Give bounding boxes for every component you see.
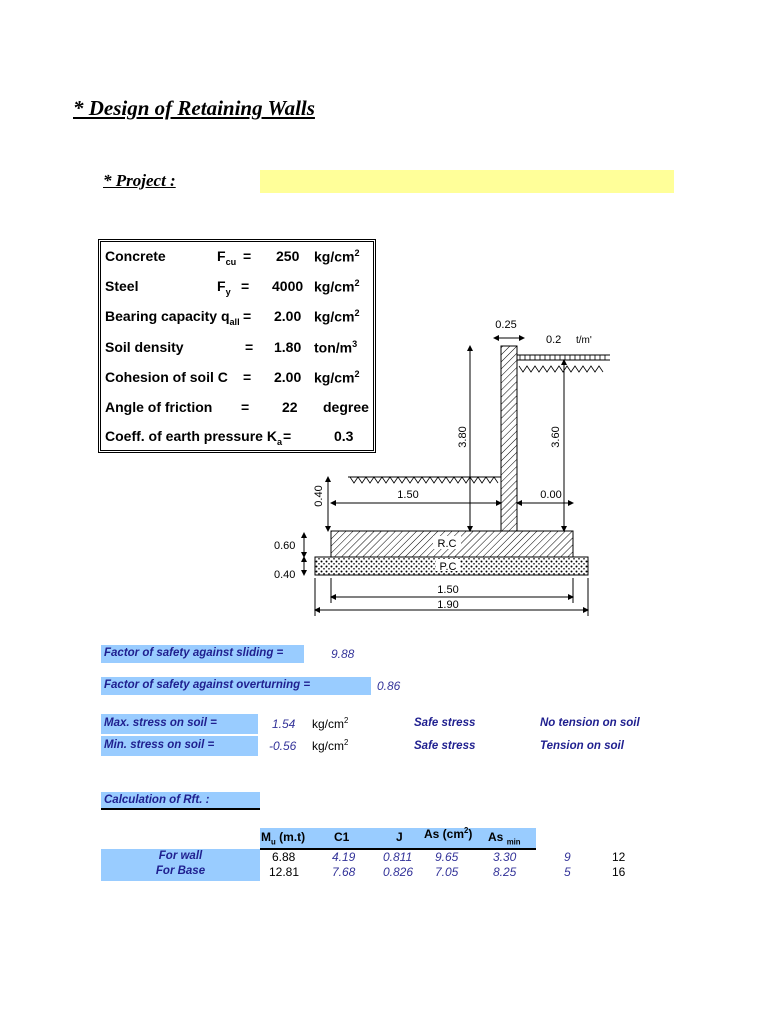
header-c1: C1 xyxy=(334,830,350,844)
dim-rc-width: 1.50 xyxy=(437,584,459,596)
rft-as: 9.65 xyxy=(435,850,459,864)
dim-toe: 1.50 xyxy=(397,489,419,501)
property-value: 22 xyxy=(282,399,298,415)
property-value: 250 xyxy=(276,248,300,264)
header-as: As $(cm^2)$ xyxy=(424,826,473,841)
dim-height-back: 3.60 xyxy=(550,426,562,448)
property-unit: $kg/cm^2$ xyxy=(314,248,360,265)
rft-as: 7.05 xyxy=(435,865,459,879)
rft-mu: 12.81 xyxy=(269,865,300,879)
property-name: Angle of friction xyxy=(105,399,213,415)
property-eq: = xyxy=(243,369,252,385)
surcharge-load xyxy=(520,355,605,360)
rft-diameter: 12 xyxy=(612,850,626,864)
property-value: 2.00 xyxy=(274,308,302,324)
min-stress-status: Safe stress xyxy=(414,740,476,752)
rft-j: 0.826 xyxy=(383,865,414,879)
property-eq: = xyxy=(245,339,254,355)
property-unit: $kg/cm^2$ xyxy=(314,278,360,295)
project-label: * Project : xyxy=(103,171,176,190)
rft-c1: 7.68 xyxy=(332,865,356,879)
rft-title: Calculation of Rft. : xyxy=(101,792,260,810)
wall-stem xyxy=(501,346,517,531)
property-name: Soil density xyxy=(105,339,184,355)
dim-soil-front: 0.40 xyxy=(313,485,325,507)
min-stress-unit: $kg/cm^2$ xyxy=(312,738,349,753)
property-eq: = xyxy=(283,428,292,444)
property-name: Coeff. of earth pressure $K_a$ xyxy=(105,428,282,447)
max-stress-value: 1.54 xyxy=(272,717,296,731)
property-eq: = xyxy=(243,308,252,324)
property-value: 4000 xyxy=(272,278,304,294)
property-value: 1.80 xyxy=(274,339,302,355)
max-stress-unit: $kg/cm^2$ xyxy=(312,716,349,731)
rft-asmin: 3.30 xyxy=(493,850,517,864)
rft-mu: 6.88 xyxy=(272,850,296,864)
min-stress-value: -0.56 xyxy=(269,739,297,753)
rft-asmin: 8.25 xyxy=(493,865,517,879)
property-name: Concrete xyxy=(105,248,166,264)
dim-pc-thickness: 0.40 xyxy=(274,569,296,581)
property-eq: = xyxy=(243,248,252,264)
dim-heel: 0.00 xyxy=(540,489,562,501)
back-soil-hatch xyxy=(519,366,603,372)
rft-diameter: 16 xyxy=(612,865,626,879)
dim-pc-width: 1.90 xyxy=(437,599,459,611)
dim-height-total: 3.80 xyxy=(457,426,469,448)
header-j: J xyxy=(396,830,403,844)
property-eq: = xyxy=(241,278,250,294)
overturning-label: Factor of safety against overturning = xyxy=(101,677,371,695)
property-unit: ton/$m^3$ xyxy=(314,339,358,356)
page-title: * Design of Retaining Walls xyxy=(73,96,315,120)
property-value: 0.3 xyxy=(334,428,354,444)
rft-row-label: For Base xyxy=(155,865,206,877)
rc-label: R.C xyxy=(437,538,457,550)
property-name: Bearing capacity $q_{all}$ xyxy=(105,308,240,327)
rft-table-header xyxy=(101,826,536,850)
surcharge-value: 0.2 xyxy=(546,334,562,346)
max-stress-label: Max. stress on soil = xyxy=(101,714,258,734)
front-soil-hatch xyxy=(350,477,498,483)
rft-table-body xyxy=(101,849,631,881)
max-stress-status: Safe stress xyxy=(414,717,476,729)
pc-label: P.C xyxy=(439,561,457,573)
property-symbol: $F_y$ xyxy=(217,278,231,297)
property-eq: = xyxy=(241,399,250,415)
sliding-label: Factor of safety against sliding = xyxy=(101,645,304,663)
sliding-value: 9.88 xyxy=(331,647,355,661)
overturning-value: 0.86 xyxy=(377,679,401,693)
header-mu: $M_u$ (m.t) xyxy=(261,830,306,847)
property-name: Steel xyxy=(105,278,139,294)
rft-bars: 9 xyxy=(564,850,571,864)
max-tension-status: No tension on soil xyxy=(540,717,640,729)
rft-row-label: For wall xyxy=(158,850,203,862)
property-unit: $kg/cm^2$ xyxy=(314,308,360,325)
rft-j: 0.811 xyxy=(383,850,413,864)
header-asmin: As $_{min}$ xyxy=(488,830,521,847)
dim-wall-thickness: 0.25 xyxy=(495,319,517,331)
min-stress-label: Min. stress on soil = xyxy=(101,736,258,756)
property-unit: $kg/cm^2$ xyxy=(314,369,360,386)
property-value: 2.00 xyxy=(274,369,302,385)
surcharge-unit: t/m' xyxy=(576,335,592,346)
rft-bars: 5 xyxy=(564,865,571,879)
rft-c1: 4.19 xyxy=(332,850,356,864)
property-symbol: $F_{cu}$ xyxy=(217,248,237,267)
property-name: Cohesion of soil C xyxy=(105,369,228,385)
min-tension-status: Tension on soil xyxy=(540,740,624,752)
property-unit: degree xyxy=(323,399,369,415)
dim-rc-thickness: 0.60 xyxy=(274,540,296,552)
